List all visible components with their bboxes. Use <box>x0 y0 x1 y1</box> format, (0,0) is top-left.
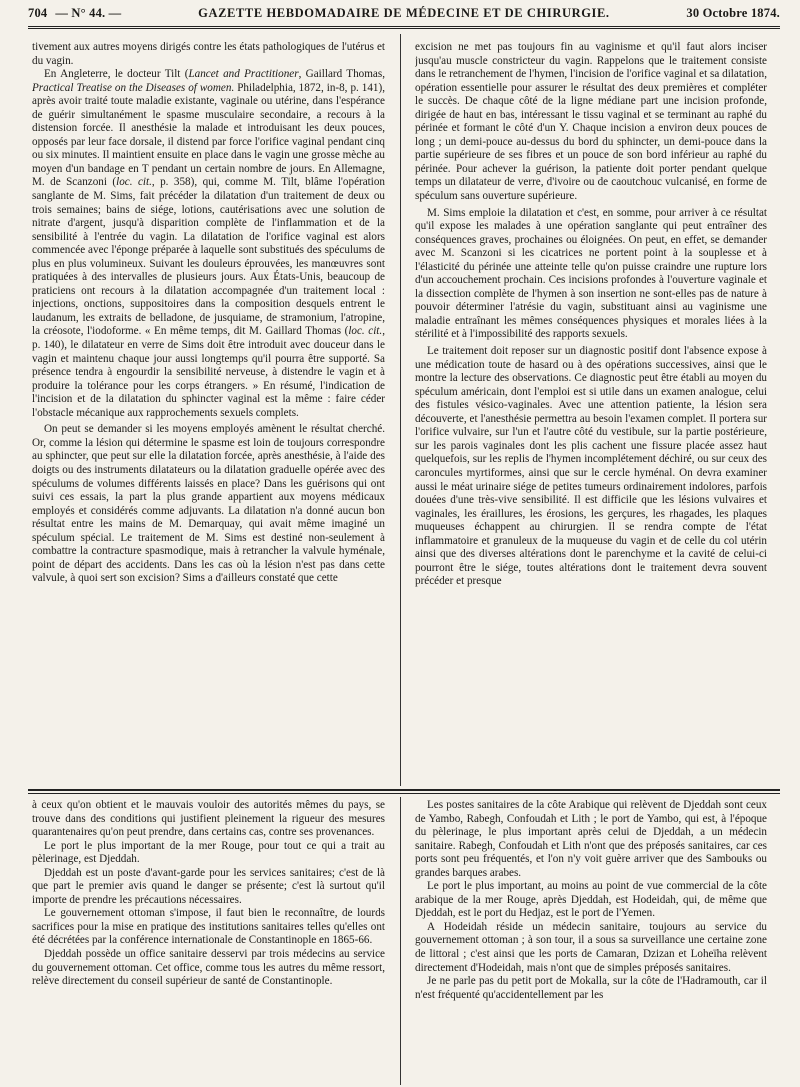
article-column-bottom-right <box>415 799 767 1083</box>
page-number: 704 <box>28 5 48 20</box>
header-rule <box>28 26 780 29</box>
paragraph: tivement aux autres moyens dirigés contre les états pathologiques de l'utérus et du vagin. <box>32 41 385 67</box>
article-column-top-left <box>32 41 385 785</box>
paragraph: excision ne met pas toujours fin au vaginisme et qu'il faut alors inciser jusqu'au muscle constricteur du vagin. Rappelons que le traitement consiste dans le retranchement de l'hymen, l'incision de l'orifice vaginal et sa dilatation, opération essentielle pour assurer le résultat des deux premières et compléter le succès. De chaque côté de la ligne médiane part une incision profonde, dirigée de haut en bas, intéressant le tissu vaginal et se terminant au raphé du périnée et formant le côté d'un Y. Chaque incision a environ deux pouces de long ; un demi-pouce au-dessus du bord du sphincter, un demi-pouce dans la partie supérieure de ses fibres et un pouce de son bord inférieur au raphé du périnée. Pour achever la guérison, la patiente doit porter pendant quelque temps un dilatateur de verre, d'ivoire ou de caoutchouc vulcanisé, en forme de spéculum sans ouverture supérieure. <box>415 41 767 203</box>
journal-title: GAZETTE HEBDOMADAIRE DE MÉDECINE ET DE CHIRURGIE. <box>198 5 610 20</box>
paragraph: Les postes sanitaires de la côte Arabique qui relèvent de Djeddah sont ceux de Yambo, Rabegh, Confoudah et Lith ; le port de Yambo, qui est, à l'époque du pèlerinage, le plus important après celui de Djeddah, a un médecin sanitaire. Rabegh, Confoudah et Lith n'ont que des préposés sanitaires, car ces ports sont peu fréquentés, et l'on n'y voit guère arriver que des Sambouks ou grandes barques arabes. <box>415 799 767 879</box>
section-rule-thin <box>28 793 780 794</box>
article-column-top-right <box>415 41 767 785</box>
article-column-bottom-left <box>32 799 385 1083</box>
citation: loc. cit. <box>116 176 152 189</box>
citation: Lancet and Practitioner <box>188 68 299 81</box>
paragraph: à ceux qu'on obtient et le mauvais vouloir des autorités mêmes du pays, se trouve dans des conditions qui justifient pleinement la rigueur des mesures quarantenaires qu'on peut prendre, dans certains cas, contre ses provenances. <box>32 799 385 839</box>
paragraph: A Hodeidah réside un médecin sanitaire, toujours au service du gouvernement ottoman ; à son tour, il a sous sa surveillance une certaine zone de littoral ; c'est ainsi que les ports de Camaran, Dzizan et Loheïha relèvent directement d'Hodeidah, mais n'ont que de simples préposés sanitaires. <box>415 920 767 974</box>
section-rule <box>28 789 780 791</box>
paragraph: M. Sims emploie la dilatation et c'est, en somme, pour arriver à ce résultat qu'il expose les malades à une opération sanglante qui peut entraîner des conséquences graves, prochaines ou éloignées. On peut, en effet, se demander avec M. Scanzoni si les cicatrices ne portent point à la souplesse et à l'élasticité du périnée une atteinte telle qu'on puisse craindre une rupture lors d'un accouchement prochain. Ces incisions profondes à l'ouverture vaginale et la dissection complète de l'hymen à son insertion ne sont-elles pas de nature à pouvoir déterminer l'atrésie du vagin, substituant ainsi au vaginisme une maladie entraînant les mêmes conséquences physiques et morales liées à la stérilité et à l'impossibilité des rapports sexuels. <box>415 206 767 341</box>
paragraph: Djeddah possède un office sanitaire desservi par trois médecins au service du gouvernement ottoman. Cet office, comme tous les autres du même ressort, relève directement du conseil supérieur de santé de Constantinople. <box>32 948 385 988</box>
issue-number: — N° 44. — <box>55 5 122 20</box>
issue-date: 30 Octobre 1874. <box>686 5 780 20</box>
paragraph: Le port le plus important, au moins au point de vue commercial de la côte arabique de la mer Rouge, après Djeddah, est Hodeidah, qui, de même que Djeddah, est le port du Hedjaz, est le port de l'Yemen. <box>415 880 767 920</box>
paragraph: Le gouvernement ottoman s'impose, il faut bien le reconnaître, de lourds sacrifices pour la mise en pratique des institutions sanitaires telles qu'elles ont été décrétées par la conférence internationale de Constantinople en 1865-66. <box>32 907 385 947</box>
paragraph: En Angleterre, le docteur Tilt (Lancet and Practitioner, Gaillard Thomas, Practical Treatise on the Diseases of women. Philadelphia, 1872, in-8, p. 141), après avoir traité toute maladie existante, vaginale ou utérine, dans l'espérance de guérir simultanément le spasme musculaire secondaire, a recours à la distension forcée. Il anesthésie la malade et introduisant les deux pouces, opposés par leur face dorsale, il distend par force l'orifice vaginal pendant cinq ou six minutes. Il maintient ensuite en place dans le vagin une grosse mèche au moyen d'un bandage en T pendant un certain nombre de jours. En Allemagne, M. de Scanzoni (loc. cit., p. 358), qui, comme M. Tilt, blâme l'opération sanglante de M. Sims, fait précéder la dilatation d'un traitement de deux ou trois semaines; bains de siége, lotions, cautérisations avec une solution de nitrate d'argent, jusqu'à disparition complète de l'inflammation et de la sensibilité à l'entrée du vagin. La dilatation de l'orifice vaginal est alors commencée avec l'éponge préparée à laquelle sont substitués des spéculums de plus en plus volumineux. Suivant les douleurs éprouvées, les manœuvres sont pratiquées à des intervalles de plusieurs jours. Aux États-Unis, beaucoup de praticiens ont recours à la dilatation accompagnée d'un traitement local : injections, onctions, suppositoires dans la composition desquels entrent le laudanum, les extraits de belladone, de jusquiame, de stramonium, l'atropine, la créosote, l'iodoforme. « En même temps, dit M. Gaillard Thomas (loc. cit., p. 140), le dilatateur en verre de Sims doit être introduit avec douceur dans le vagin et maintenu chaque jour aussi longtemps qu'il pourra être supporté. Sa présence tendra à engourdir la sensibilité nerveuse, à distendre le vagin et à produire la tolérance pour les corps étrangers. » En résumé, l'indication de l'incision et de la dilatation du sphincter vaginal est la même : faire céder l'obstacle mécanique aux rapprochements sexuels complets. <box>32 68 385 419</box>
column-divider-bottom <box>400 797 401 1085</box>
page-header <box>28 2 780 24</box>
paragraph: Je ne parle pas du petit port de Mokalla, sur la côte de l'Hadramouth, car il n'est fréquenté qu'accidentellement par les <box>415 975 767 1001</box>
paragraph: Le port le plus important de la mer Rouge, pour tout ce qui a trait au pèlerinage, est Djeddah. <box>32 839 385 866</box>
citation: Practical Treatise on the Diseases of women. <box>32 81 235 94</box>
paragraph: Le traitement doit reposer sur un diagnostic positif dont l'absence expose à une médication toute de hasard ou à des opérations successives, ainsi que le montre la lecture des observations. Ce diagnostic peut être établi au moyen du spéculum américain, dont l'emploi est si utile dans un examen analogue, celui des fistules vésico-vaginales. Avec une attention patiente, la lésion sera découverte, et l'anesthésie permettra au besoin l'examen complet. Il portera sur l'orifice vulvaire, sur l'un et l'autre côté du vestibule, sur la partie postérieure, sur les parois vaginales dont les plis cachent une fissure placée assez haut quelquefois, sur les replis de l'hymen incomplétement déchiré, ou sur ceux des caroncules myrtiformes, ainsi que sur le cercle hyménal. On devra examiner aussi le méat urinaire siége de petites tumeurs ordinairement indolores, parfois douées d'une très-vive sensibilité. Il est difficile que les lésions vulvaires et vaginales, les éraillures, les érosions, les gerçures, les rhagades, les plaques muqueuses échappent au chirurgien. Il se rendra compte de l'état inflammatoire et granuleux de la muqueuse du vagin et de celle du col utérin ainsi que des diverses altérations dont le parenchyme et la cavité de celui-ci pourront être le siége, toutes altérations dont le traitement devra souvent précéder et presque <box>415 345 767 588</box>
paragraph: On peut se demander si les moyens employés amènent le résultat cherché. Or, comme la lésion qui détermine le spasme est loin de toujours correspondre au sphincter, que peut sur elle la dilatation forcée, après anesthésie, à l'aide des doigts ou des instruments dilatateurs ou la dilatation graduelle opérée avec des spéculums de volumes différents laissés en place? Dans les guérisons qui ont suivi ces essais, la part la plus grande appartient aux moyens médicaux employés et considérés comme adjuvants. La dilatation n'a donné aucun bon résultat entre les mains de M. Demarquay, qui avait même imaginé un spéculum spécial. Le traitement de M. Sims est destiné non-seulement à combattre la contracture spasmodique, mais à retrancher la valvule hyménale, point de départ des accidents. Dans les cas où la lésion n'est pas dans cette valvule, à quoi sert son excision? Sims a d'ailleurs constaté que cette <box>32 423 385 585</box>
citation: loc. cit. <box>348 325 383 338</box>
column-divider-top <box>400 34 401 786</box>
paragraph: Djeddah est un poste d'avant-garde pour les services sanitaires; c'est de là que part le premier avis quand le danger se présente; c'est là surtout qu'il importe de prendre les précautions nécessaires. <box>32 866 385 906</box>
